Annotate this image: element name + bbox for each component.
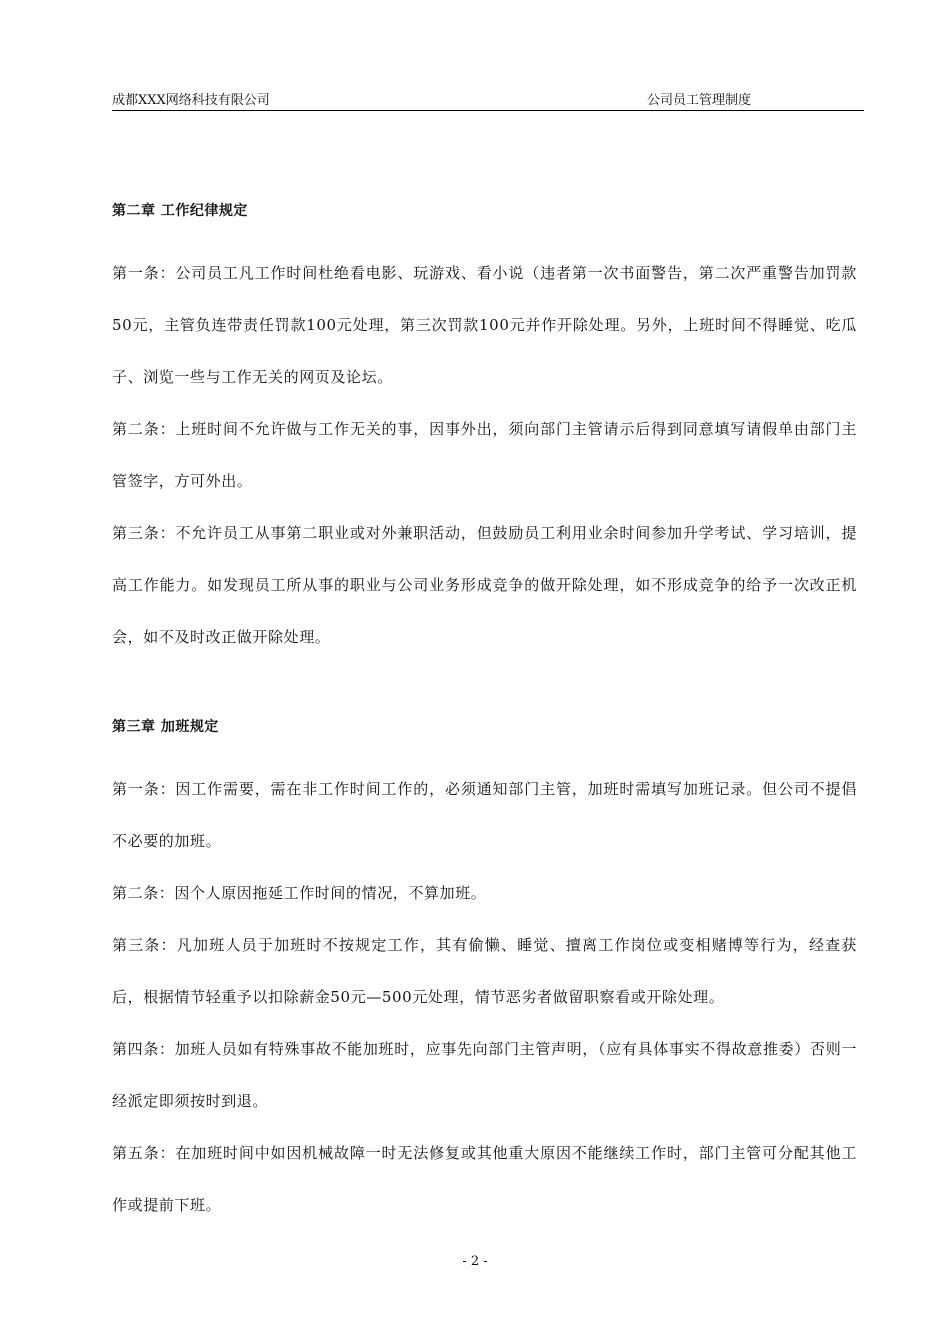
page-header: [112, 92, 864, 111]
clause-paragraph: 第二条：上班时间不允许做与工作无关的事，因事外出，须向部门主管请示后得到同意填写请假单由部门主管签字，方可外出。: [112, 420, 857, 490]
chapter-section: [112, 715, 857, 1231]
page-number: - 2 -: [462, 1254, 488, 1269]
clause-paragraph: 第二条：因个人原因拖延工作时间的情况，不算加班。: [112, 884, 487, 902]
header-document-title: 公司员工管理制度: [647, 93, 752, 108]
chapter-spacer: [112, 663, 857, 715]
header-company-name: 成都XXX网络科技有限公司: [112, 93, 270, 108]
document-body: [112, 199, 857, 1231]
chapter-title: 第三章 加班规定: [112, 719, 219, 735]
chapter-title: 第二章 工作纪律规定: [112, 203, 248, 219]
clause-paragraph: 第三条：凡加班人员于加班时不按规定工作，其有偷懒、睡觉、擅离工作岗位或变相赌博等行为，经查获后，根据情节轻重予以扣除薪金50元—500元处理，情节恶劣者做留职察看或开除处理。: [112, 936, 857, 1006]
clause-paragraph: 第一条：因工作需要，需在非工作时间工作的，必须通知部门主管，加班时需填写加班记录。但公司不提倡不必要的加班。: [112, 780, 857, 850]
clause-paragraph: 第四条：加班人员如有特殊事故不能加班时，应事先向部门主管声明，（应有具体事实不得故意推委）否则一经派定即须按时到退。: [112, 1040, 857, 1110]
clause-paragraph: 第五条：在加班时间中如因机械故障一时无法修复或其他重大原因不能继续工作时，部门主管可分配其他工作或提前下班。: [112, 1144, 857, 1214]
clause-paragraph: 第三条：不允许员工从事第二职业或对外兼职活动，但鼓励员工利用业余时间参加升学考试、学习培训，提高工作能力。如发现员工所从事的职业与公司业务形成竞争的做开除处理，如不形成竞争的给予一次改正机会，如不及时改正做开除处理。: [112, 524, 857, 646]
clause-paragraph: 第一条：公司员工凡工作时间杜绝看电影、玩游戏、看小说（违者第一次书面警告，第二次严重警告加罚款50元，主管负连带责任罚款100元处理，第三次罚款100元并作开除处理。另外，上班时间不得睡觉、吃瓜子、浏览一些与工作无关的网页及论坛。: [112, 264, 857, 386]
chapter-section: [112, 199, 857, 663]
